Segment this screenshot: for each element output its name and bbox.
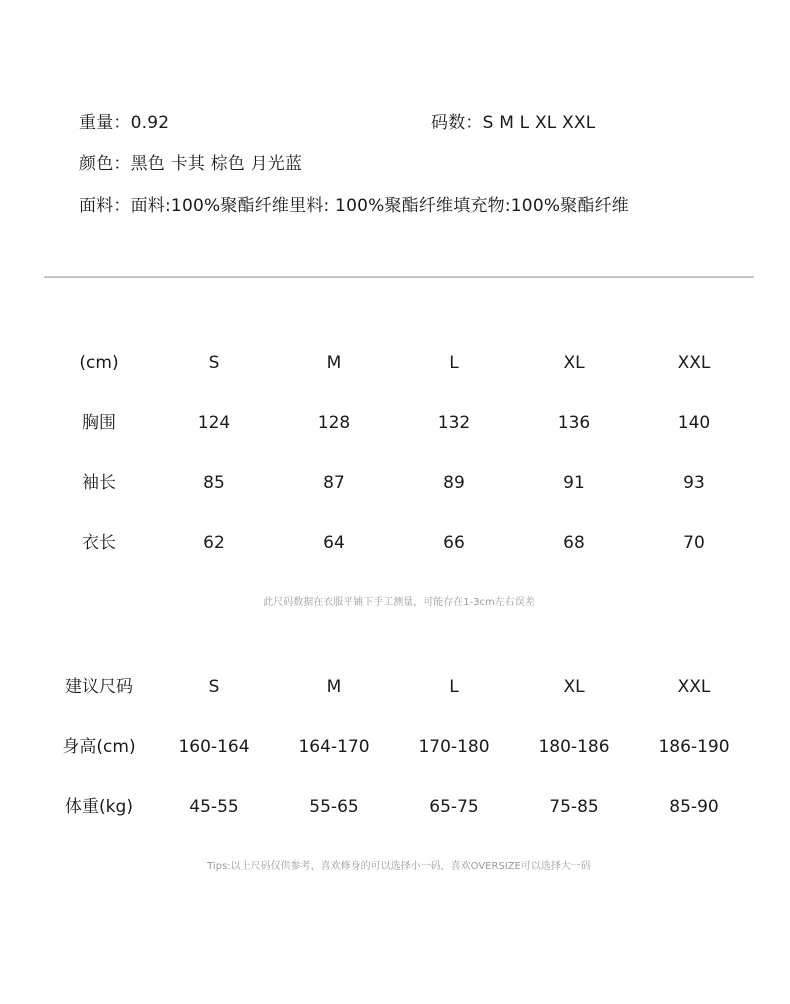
measurement-cell: 124: [197, 413, 231, 433]
measurement-cell: 64: [323, 533, 345, 553]
measurement-header-cell: XL: [563, 353, 585, 373]
weight-info: 重量：0.92: [79, 113, 170, 133]
measurement-cell: 93: [683, 473, 705, 493]
measurement-header-cell: XXL: [677, 353, 711, 373]
recommendation-cell: 65-75: [429, 797, 479, 817]
recommendation-header-cell: 建议尺码: [65, 677, 133, 697]
recommendation-cell: 170-180: [418, 737, 490, 757]
recommendation-header-cell: S: [208, 677, 220, 697]
measurement-header-cell: L: [449, 353, 459, 373]
color-options-info: 颜色：黑色 卡其 棕色 月光蓝: [79, 154, 303, 174]
measurement-header-cell: (cm): [79, 353, 119, 373]
measurement-header-cell: M: [326, 353, 342, 373]
measurement-row-label: 胸围: [82, 413, 116, 433]
measurement-header-cell: S: [208, 353, 220, 373]
fabric-info: 面料：面料:100%聚酯纤维里料: 100%聚酯纤维填充物:100%聚酯纤维: [79, 196, 629, 216]
recommendation-header-cell: L: [449, 677, 459, 697]
measurement-cell: 68: [563, 533, 585, 553]
measurement-cell: 140: [677, 413, 711, 433]
recommendation-cell: 186-190: [658, 737, 730, 757]
measurement-cell: 85: [203, 473, 225, 493]
measurement-cell: 128: [317, 413, 351, 433]
measurement-cell: 136: [557, 413, 591, 433]
recommendation-cell: 180-186: [538, 737, 610, 757]
recommendation-header-cell: XL: [563, 677, 585, 697]
measurement-cell: 62: [203, 533, 225, 553]
size-tips-note: Tips:以上尺码仅供参考，喜欢修身的可以选择小一码，喜欢OVERSIZE可以选择大一码: [207, 861, 591, 872]
measurement-cell: 89: [443, 473, 465, 493]
recommendation-row-label: 体重(kg): [65, 797, 133, 817]
recommendation-cell: 75-85: [549, 797, 599, 817]
size-options-info: 码数：S M L XL XXL: [431, 113, 596, 133]
recommendation-cell: 164-170: [298, 737, 370, 757]
measurement-note: 此尺码数据在衣服平铺下手工测量，可能存在1-3cm左右误差: [263, 597, 535, 608]
measurement-cell: 66: [443, 533, 465, 553]
section-divider: [44, 276, 754, 278]
measurement-cell: 91: [563, 473, 585, 493]
measurement-cell: 70: [683, 533, 705, 553]
recommendation-cell: 55-65: [309, 797, 359, 817]
recommendation-cell: 160-164: [178, 737, 250, 757]
measurement-row-label: 衣长: [82, 533, 116, 553]
measurement-row-label: 袖长: [82, 473, 116, 493]
recommendation-cell: 45-55: [189, 797, 239, 817]
recommendation-header-cell: M: [326, 677, 342, 697]
recommendation-header-cell: XXL: [677, 677, 711, 697]
recommendation-row-label: 身高(cm): [62, 737, 136, 757]
measurement-cell: 87: [323, 473, 345, 493]
recommendation-cell: 85-90: [669, 797, 719, 817]
measurement-cell: 132: [437, 413, 471, 433]
